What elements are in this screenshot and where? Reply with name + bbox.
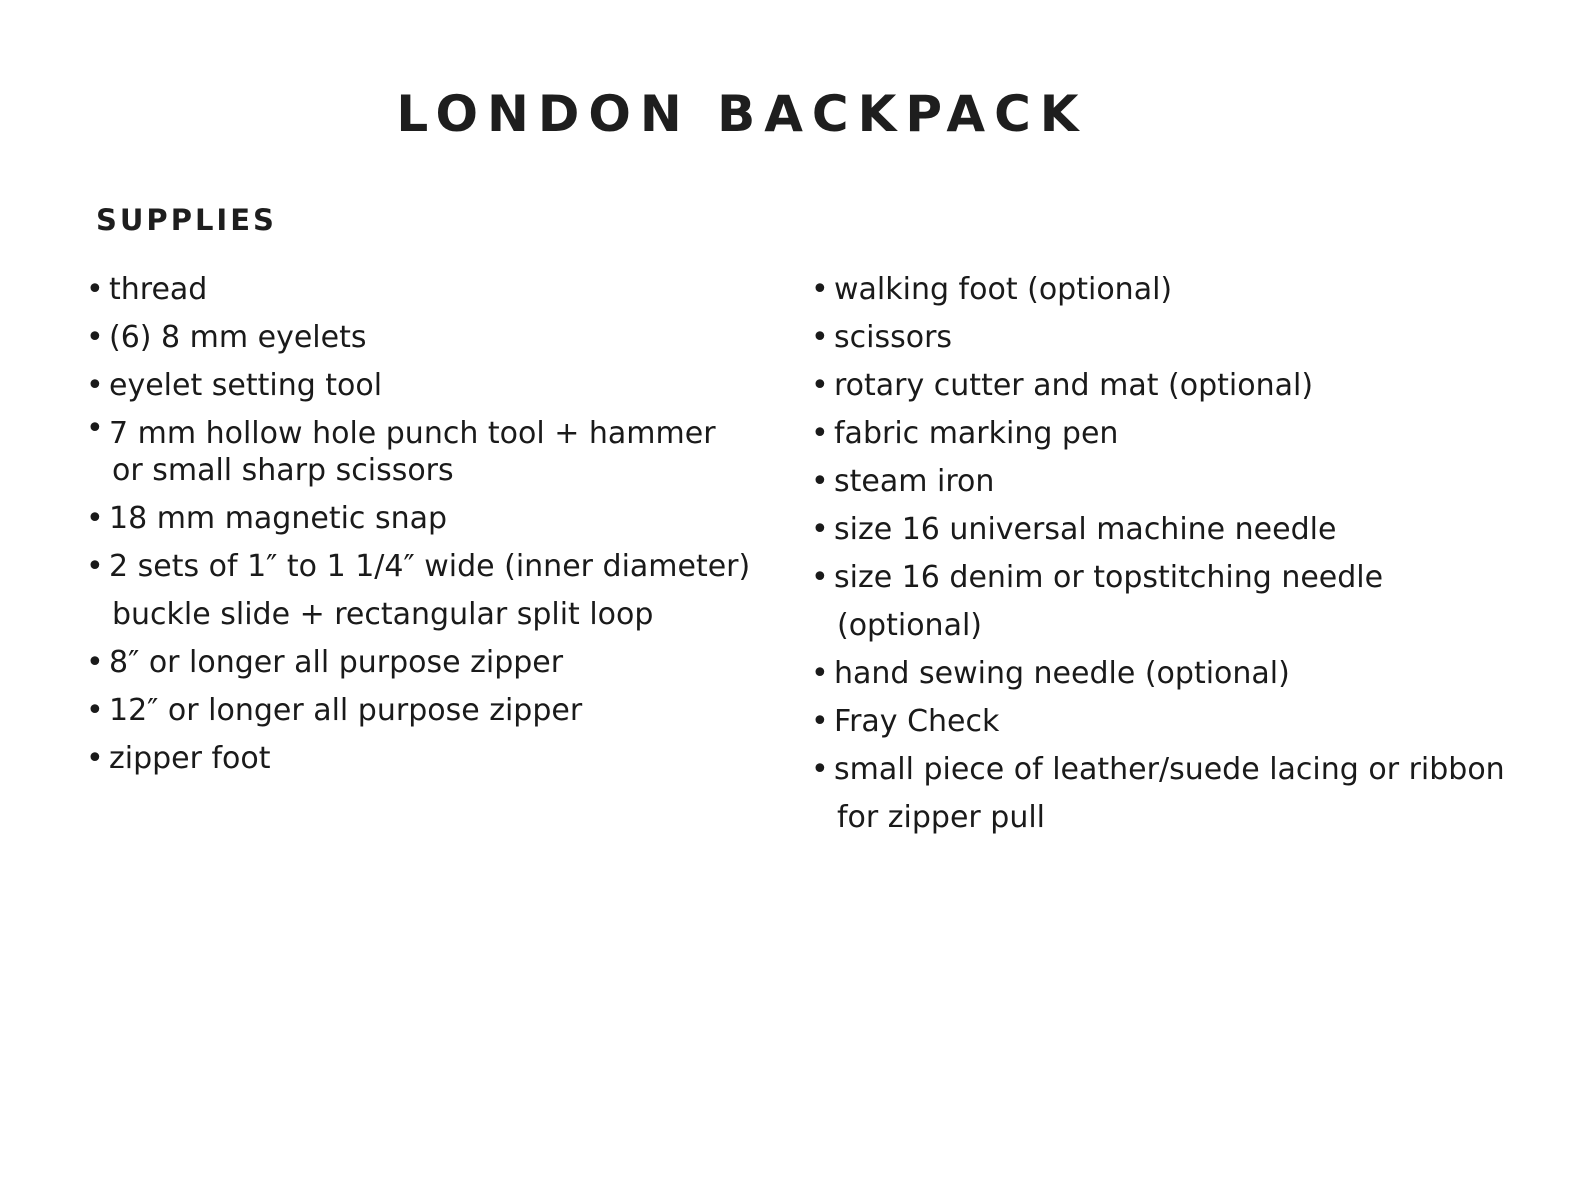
list-item [811,362,1571,410]
supplies-list-right [811,266,1571,842]
list-item-text: eyelet setting tool [109,368,383,403]
section-heading: SUPPLIES [96,203,277,237]
list-item-text: rotary cutter and mat (optional) [834,368,1314,403]
bullet-icon: • [86,368,104,403]
list-item [811,506,1571,554]
bullet-icon: • [86,645,104,680]
list-item-text: 18 mm magnetic snap [109,501,448,536]
bullet-icon: • [811,464,829,499]
bullet-icon: • [86,411,104,446]
bullet-icon: • [811,368,829,403]
page-title: LONDON BACKPACK [396,85,1088,143]
list-item-text: hand sewing needle (optional) [834,656,1290,691]
list-item [86,266,786,314]
list-item [86,410,786,495]
list-item-text: zipper foot [109,741,271,776]
list-item [86,735,786,783]
bullet-icon: • [811,752,829,787]
list-item [811,746,1571,842]
bullet-icon: • [86,741,104,776]
bullet-icon: • [811,512,829,547]
list-item [811,458,1571,506]
list-item-text: size 16 universal machine needle [834,512,1337,547]
list-item [811,650,1571,698]
list-item [811,554,1571,650]
list-item-text: 12″ or longer all purpose zipper [109,693,583,728]
list-item [811,698,1571,746]
list-item-text: fabric marking pen [834,416,1119,451]
list-item-text-continued: (optional) [837,608,982,643]
list-item-text: walking foot (optional) [834,272,1173,307]
supplies-list-left [86,266,786,783]
list-item-text: steam iron [834,464,995,499]
bullet-icon: • [811,656,829,691]
bullet-icon: • [86,501,104,536]
list-item-text: thread [109,272,208,307]
list-item [811,314,1571,362]
list-item-text-continued: or small sharp scissors [112,453,454,488]
list-item [86,495,786,543]
list-item-text: size 16 denim or topstitching needle [834,560,1384,595]
bullet-icon: • [86,272,104,307]
bullet-icon: • [811,416,829,451]
list-item-text: (6) 8 mm eyelets [109,320,367,355]
bullet-icon: • [86,693,104,728]
bullet-icon: • [86,320,104,355]
list-item-text-continued: buckle slide + rectangular split loop [112,597,654,632]
list-item [811,266,1571,314]
bullet-icon: • [811,560,829,595]
list-item [86,543,786,639]
list-item [86,314,786,362]
list-item-text: 7 mm hollow hole punch tool + hammer [109,416,716,451]
list-item-text-continued: for zipper pull [837,800,1046,835]
bullet-icon: • [811,272,829,307]
bullet-icon: • [811,704,829,739]
list-item [811,410,1571,458]
list-item [86,687,786,735]
list-item [86,362,786,410]
list-item-text: 2 sets of 1″ to 1 1/4″ wide (inner diameter) [109,549,751,584]
list-item-text: 8″ or longer all purpose zipper [109,645,564,680]
list-item-text: scissors [834,320,953,355]
list-item [86,639,786,687]
list-item-text: Fray Check [834,704,1000,739]
bullet-icon: • [86,549,104,584]
bullet-icon: • [811,320,829,355]
list-item-text: small piece of leather/suede lacing or ribbon [834,752,1505,787]
